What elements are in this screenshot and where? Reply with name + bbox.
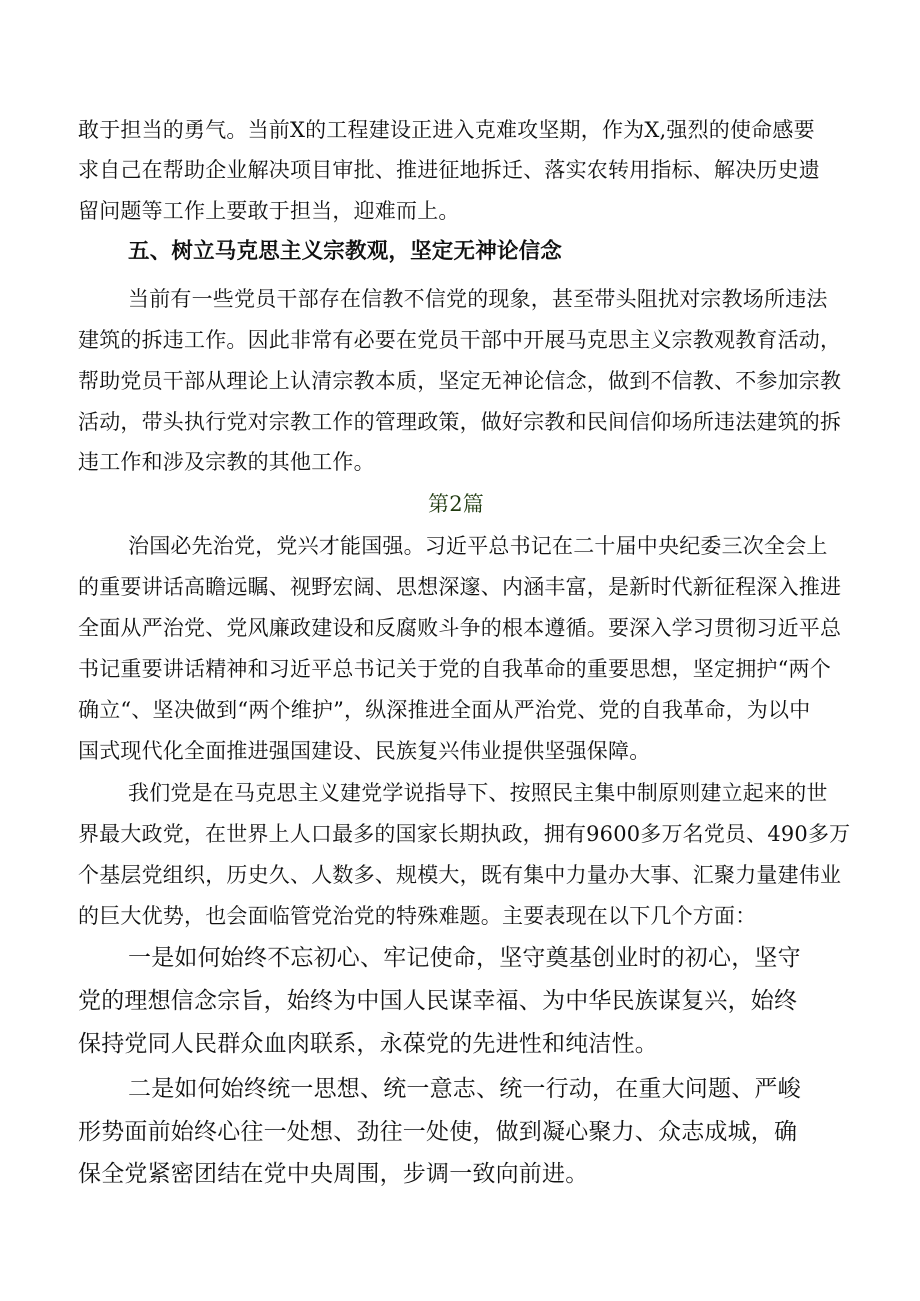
- text-line: 二是如何始终统一思想、统一意志、统一行动，在重大问题、严峻: [128, 1076, 801, 1102]
- text-line: 个基层党组织，历史久、人数多、规模大，既有集中力量办大事、汇聚力量建伟业: [78, 863, 842, 887]
- text-line: 界最大政党，在世界上人口最多的国家长期执政，拥有9600多万名党员、490多万: [78, 822, 851, 846]
- heading-text: 五、树立马克思主义宗教观，坚定无神论信念: [128, 239, 563, 264]
- text-line: 违工作和涉及宗教的其他工作。: [78, 450, 375, 474]
- text-line: 保持党同人民群众血肉联系，永葆党的先进性和纯洁性。: [78, 1031, 658, 1057]
- text-line: 的巨大优势，也会面临管党治党的特殊难题。主要表现在以下几个方面：: [78, 904, 757, 928]
- text-line: 书记重要讲话精神和习近平总书记关于党的自我革命的重要思想，坚定拥护“两个: [78, 657, 831, 681]
- text-line: 留问题等工作上要敢于担当，迎难而上。: [78, 199, 460, 223]
- text-line: 国式现代化全面推进强国建设、民族复兴伟业提供坚强保障。: [78, 739, 651, 763]
- text-line: 确立“、坚决做到“两个维护”，纵深推进全面从严治党、党的自我革命，为以中: [78, 698, 811, 722]
- text-line: 全面从严治党、党风廉政建设和反腐败斗争的根本遵循。要深入学习贯彻习近平总: [78, 616, 842, 640]
- text-line: 一是如何始终不忘初心、牢记使命，坚守奠基创业时的初心，坚守: [128, 945, 801, 971]
- text-line: 保全党紧密团结在党中央周围，步调一致向前进。: [78, 1161, 589, 1187]
- text-line: 我们党是在马克思主义建党学说指导下、按照民主集中制原则建立起来的世: [128, 781, 828, 805]
- text-line: 活动，带头执行党对宗教工作的管理政策，做好宗教和民间信仰场所违法建筑的拆: [78, 410, 842, 434]
- text-line: 求自己在帮助企业解决项目审批、推进征地拆迁、落实农转用指标、解决历史遗: [78, 158, 820, 182]
- text-line: 治国必先治党，党兴才能国强。习近平总书记在二十届中央纪委三次全会上: [128, 534, 828, 558]
- text-line: 的重要讲话高瞻远瞩、视野宏阔、思想深邃、内涵丰富，是新时代新征程深入推进: [78, 575, 842, 599]
- text-line: 敢于担当的勇气。当前X的工程建设正进入克难攻坚期，作为X,强烈的使命感要: [78, 118, 815, 142]
- text-line: 党的理想信念宗旨，始终为中国人民谋幸福、为中华民族谋复兴，始终: [78, 988, 798, 1014]
- text-line: 帮助党员干部从理论上认清宗教本质，坚定无神论信念，做到不信教、不参加宗教: [78, 369, 842, 393]
- text-line: 建筑的拆违工作。因此非常有必要在党员干部中开展马克思主义宗教观教育活动，: [78, 328, 842, 352]
- chapter-title: 第2篇: [428, 492, 484, 516]
- text-line: 形势面前始终心往一处想、劲往一处使，做到凝心聚力、众志成城，确: [78, 1119, 798, 1145]
- text-line: 当前有一些党员干部存在信教不信党的现象，甚至带头阻扰对宗教场所违法: [128, 287, 828, 311]
